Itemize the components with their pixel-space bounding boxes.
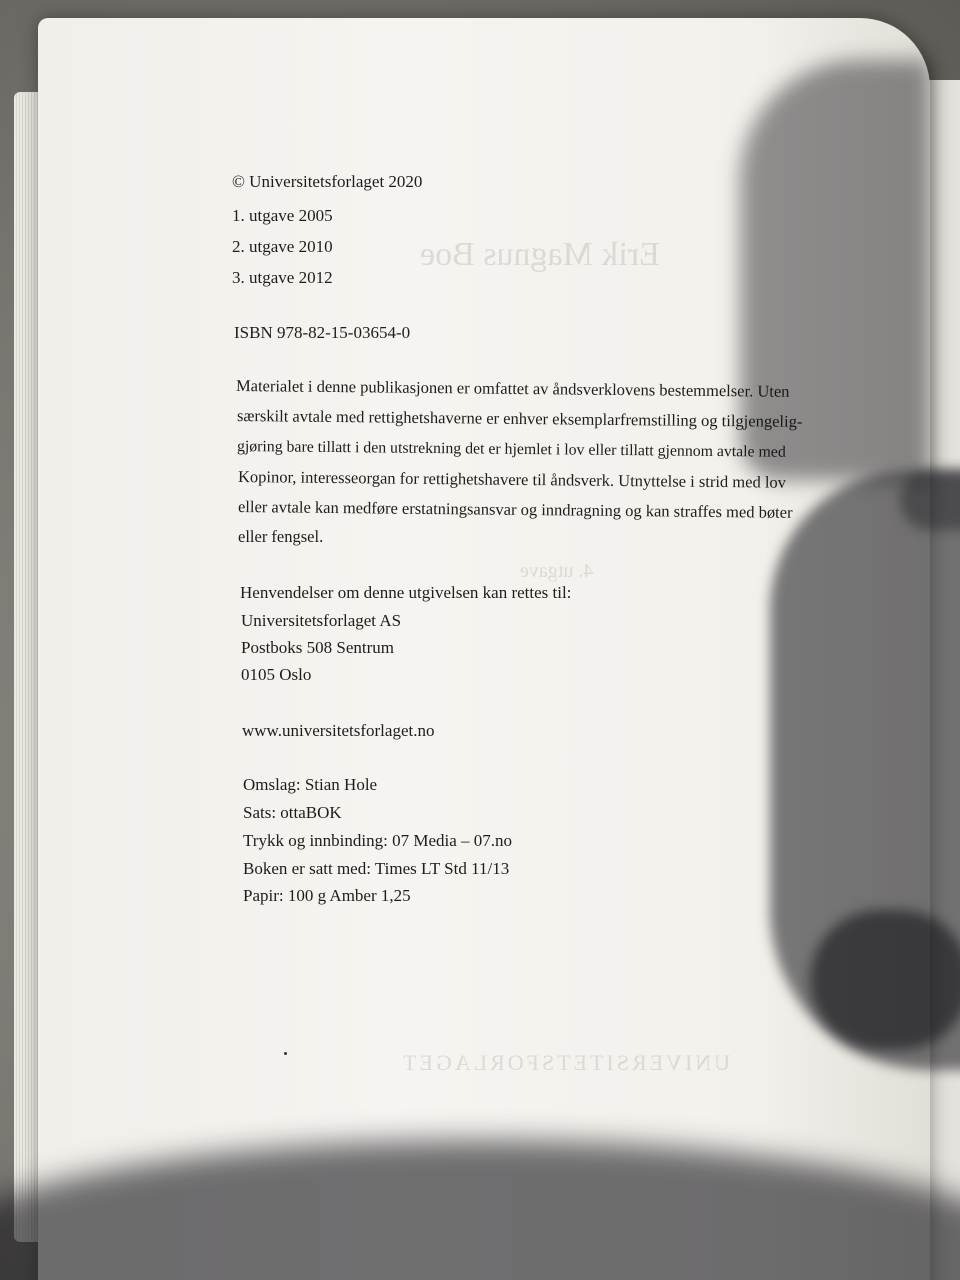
legal-line-1: Materialet i denne publikasjonen er omfattet av åndsverklovens bestemmelser. Uten — [235, 376, 790, 401]
edition-3: 3. utgave 2012 — [232, 268, 333, 287]
production-paper: Papir: 100 g Amber 1,25 — [243, 886, 411, 905]
legal-line-6: eller fengsel. — [238, 527, 324, 546]
copyright-notice: © Universitetsforlaget 2020 — [232, 172, 423, 191]
bleed-through-publisher: UNIVERSITETSFORLAGET — [400, 1050, 731, 1075]
bleed-through-edition: 4. utgave — [520, 560, 594, 582]
production-printing: Trykk og innbinding: 07 Media – 07.no — [243, 831, 513, 850]
isbn: ISBN 978-82-15-03654-0 — [234, 323, 411, 342]
legal-line-4: Kopinor, interesseorgan for rettighetshavere til åndsverk. Utnyttelse i strid med lov — [237, 467, 787, 492]
contact-city: 0105 Oslo — [241, 665, 312, 684]
contact-address: Postboks 508 Sentrum — [241, 638, 395, 657]
contact-intro: Henvendelser om denne utgivelsen kan rettes til: — [240, 583, 572, 602]
thumb-shadow — [900, 470, 960, 530]
knuckle-shadow — [810, 910, 960, 1050]
edition-2: 2. utgave 2010 — [232, 237, 333, 256]
legal-line-2: særskilt avtale med rettighetshaverne er enhver eksemplarfremstilling og tilgjengelig- — [236, 406, 803, 431]
production-typeface: Boken er satt med: Times LT Std 11/13 — [243, 859, 510, 878]
contact-publisher: Universitetsforlaget AS — [241, 611, 402, 630]
paper-speck — [284, 1052, 287, 1055]
legal-line-5: eller avtale kan medføre erstatningsansvar og inndragning og kan straffes med bøter — [237, 497, 793, 522]
production-typesetting: Sats: ottaBOK — [243, 803, 342, 822]
hand-shadow-upper — [740, 60, 930, 480]
production-cover: Omslag: Stian Hole — [243, 775, 378, 794]
contact-website: www.universitetsforlaget.no — [242, 721, 435, 740]
bleed-through-author: Erik Magnus Boe — [420, 236, 660, 273]
legal-line-3: gjøring bare tillatt i den utstrekning det er hjemlet i lov eller tillatt gjennom avtale med — [236, 438, 786, 461]
edition-1: 1. utgave 2005 — [232, 206, 333, 225]
